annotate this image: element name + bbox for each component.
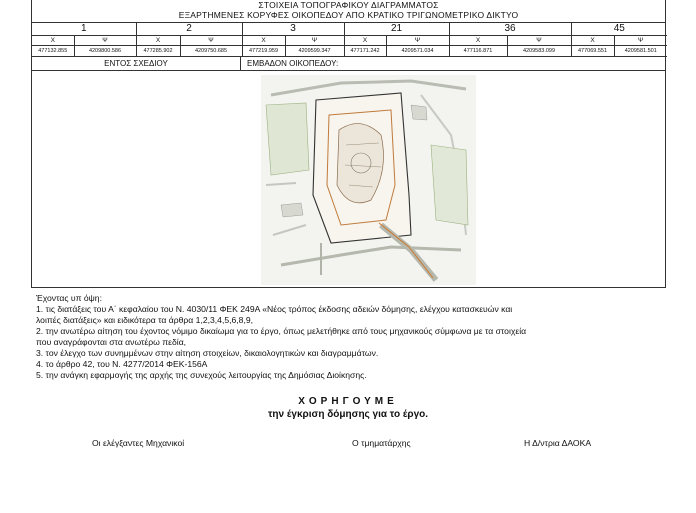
x-value: 477116.871 (449, 46, 507, 57)
form-title-line2: ΕΞΑΡΤΗΜΕΝΕΣ ΚΟΡΥΦΕΣ ΟΙΚΟΠΕΔΟΥ ΑΠΟ ΚΡΑΤΙΚΟ ΤΡΙΓΩΝΟΜΕΤΡΙΚΟ ΔΙΚΤΥΟ (178, 10, 519, 20)
coordinate-value-row (32, 46, 667, 57)
y-header: Ψ (285, 36, 344, 46)
legal-basis-text (36, 293, 676, 381)
x-value: 477132.855 (32, 46, 74, 57)
point-id: 21 (344, 23, 449, 36)
point-id: 45 (571, 23, 667, 36)
form-title (32, 0, 665, 23)
coordinates-table (32, 23, 667, 57)
point-id: 1 (32, 23, 136, 36)
intro-text: Έχοντας υπ όψη: (36, 293, 102, 303)
y-header: Ψ (614, 36, 667, 46)
item-3: 3. τον έλεγχο των συνημμένων στην αίτηση στοιχείων, δικαιολογητικών και διαγραμμάτων. (36, 348, 379, 358)
plot-area-label: ΕΜΒΑΔΟΝ ΟΙΚΟΠΕΔΟΥ: (247, 59, 339, 68)
schedule-row (32, 57, 665, 71)
signature-head: Ο τμηματάρχης (352, 438, 411, 448)
x-value: 477219.959 (242, 46, 285, 57)
within-plan-label: ΕΝΤΟΣ ΣΧΕΔΙΟΥ (32, 57, 241, 70)
point-id: 3 (242, 23, 344, 36)
y-header: Ψ (74, 36, 136, 46)
point-id: 2 (136, 23, 242, 36)
site-plan-area (32, 71, 665, 290)
item-1-line-2: λοιπές διατάξεις» και ειδικότερα τα άρθρα 1,2,3,4,5,6,8,9, (36, 315, 254, 325)
x-header: Χ (136, 36, 180, 46)
item-2-line-1: 2. την ανωτέρω αίτηση του έχοντος νόμιμο δικαίωμα για το έργο, όπως μελετήθηκε από τους μηχανικούς σύμφωνα με τα στοιχεία (36, 326, 527, 336)
x-header: Χ (571, 36, 614, 46)
signature-engineers: Οι ελέγξαντες Μηχανικοί (92, 438, 185, 448)
item-2-line-2: που αναγράφονται στα ανωτέρω πεδία, (36, 337, 187, 347)
x-value: 477285.902 (136, 46, 180, 57)
y-value: 4209571.034 (386, 46, 449, 57)
y-header: Ψ (507, 36, 571, 46)
item-5: 5. την ανάγκη εφαρμογής της αρχής της συνεχούς λειτουργίας της Δημόσιας Διοίκησης. (36, 370, 367, 380)
signature-director: Η Δ/ντρια ΔΑΟΚΑ (524, 438, 592, 448)
item-4: 4. το άρθρο 42, του Ν. 4277/2014 ΦΕΚ-156Α (36, 359, 208, 369)
x-value: 477069.551 (571, 46, 614, 57)
topographic-form (31, 0, 666, 288)
y-value: 4209750.685 (180, 46, 242, 57)
x-value: 477171.242 (344, 46, 386, 57)
y-header: Ψ (180, 36, 242, 46)
y-value: 4209599.347 (285, 46, 344, 57)
y-value: 4209800.586 (74, 46, 136, 57)
site-plan-drawing (261, 75, 476, 285)
form-title-line1: ΣΤΟΙΧΕΙΑ ΤΟΠΟΓΡΑΦΙΚΟΥ ΔΙΑΓΡΑΜΜΑΤΟΣ (258, 0, 439, 10)
axis-header-row (32, 36, 667, 46)
grant-heading: ΧΟΡΗΓΟΥΜΕ (298, 396, 398, 407)
x-header: Χ (32, 36, 74, 46)
y-value: 4209581.501 (614, 46, 667, 57)
grant-statement: την έγκριση δόμησης για το έργο. (267, 409, 429, 420)
point-id-row (32, 23, 667, 36)
x-header: Χ (344, 36, 386, 46)
point-id: 36 (449, 23, 571, 36)
y-value: 4209583.099 (507, 46, 571, 57)
x-header: Χ (449, 36, 507, 46)
y-header: Ψ (386, 36, 449, 46)
item-1-line-1: 1. τις διατάξεις του Α΄ κεφαλαίου του Ν. 4030/11 ΦΕΚ 249Α «Νέος τρόπος έκδοσης αδειών δόμησης, ελέγχου κατασκευών και (36, 304, 513, 314)
x-header: Χ (242, 36, 285, 46)
